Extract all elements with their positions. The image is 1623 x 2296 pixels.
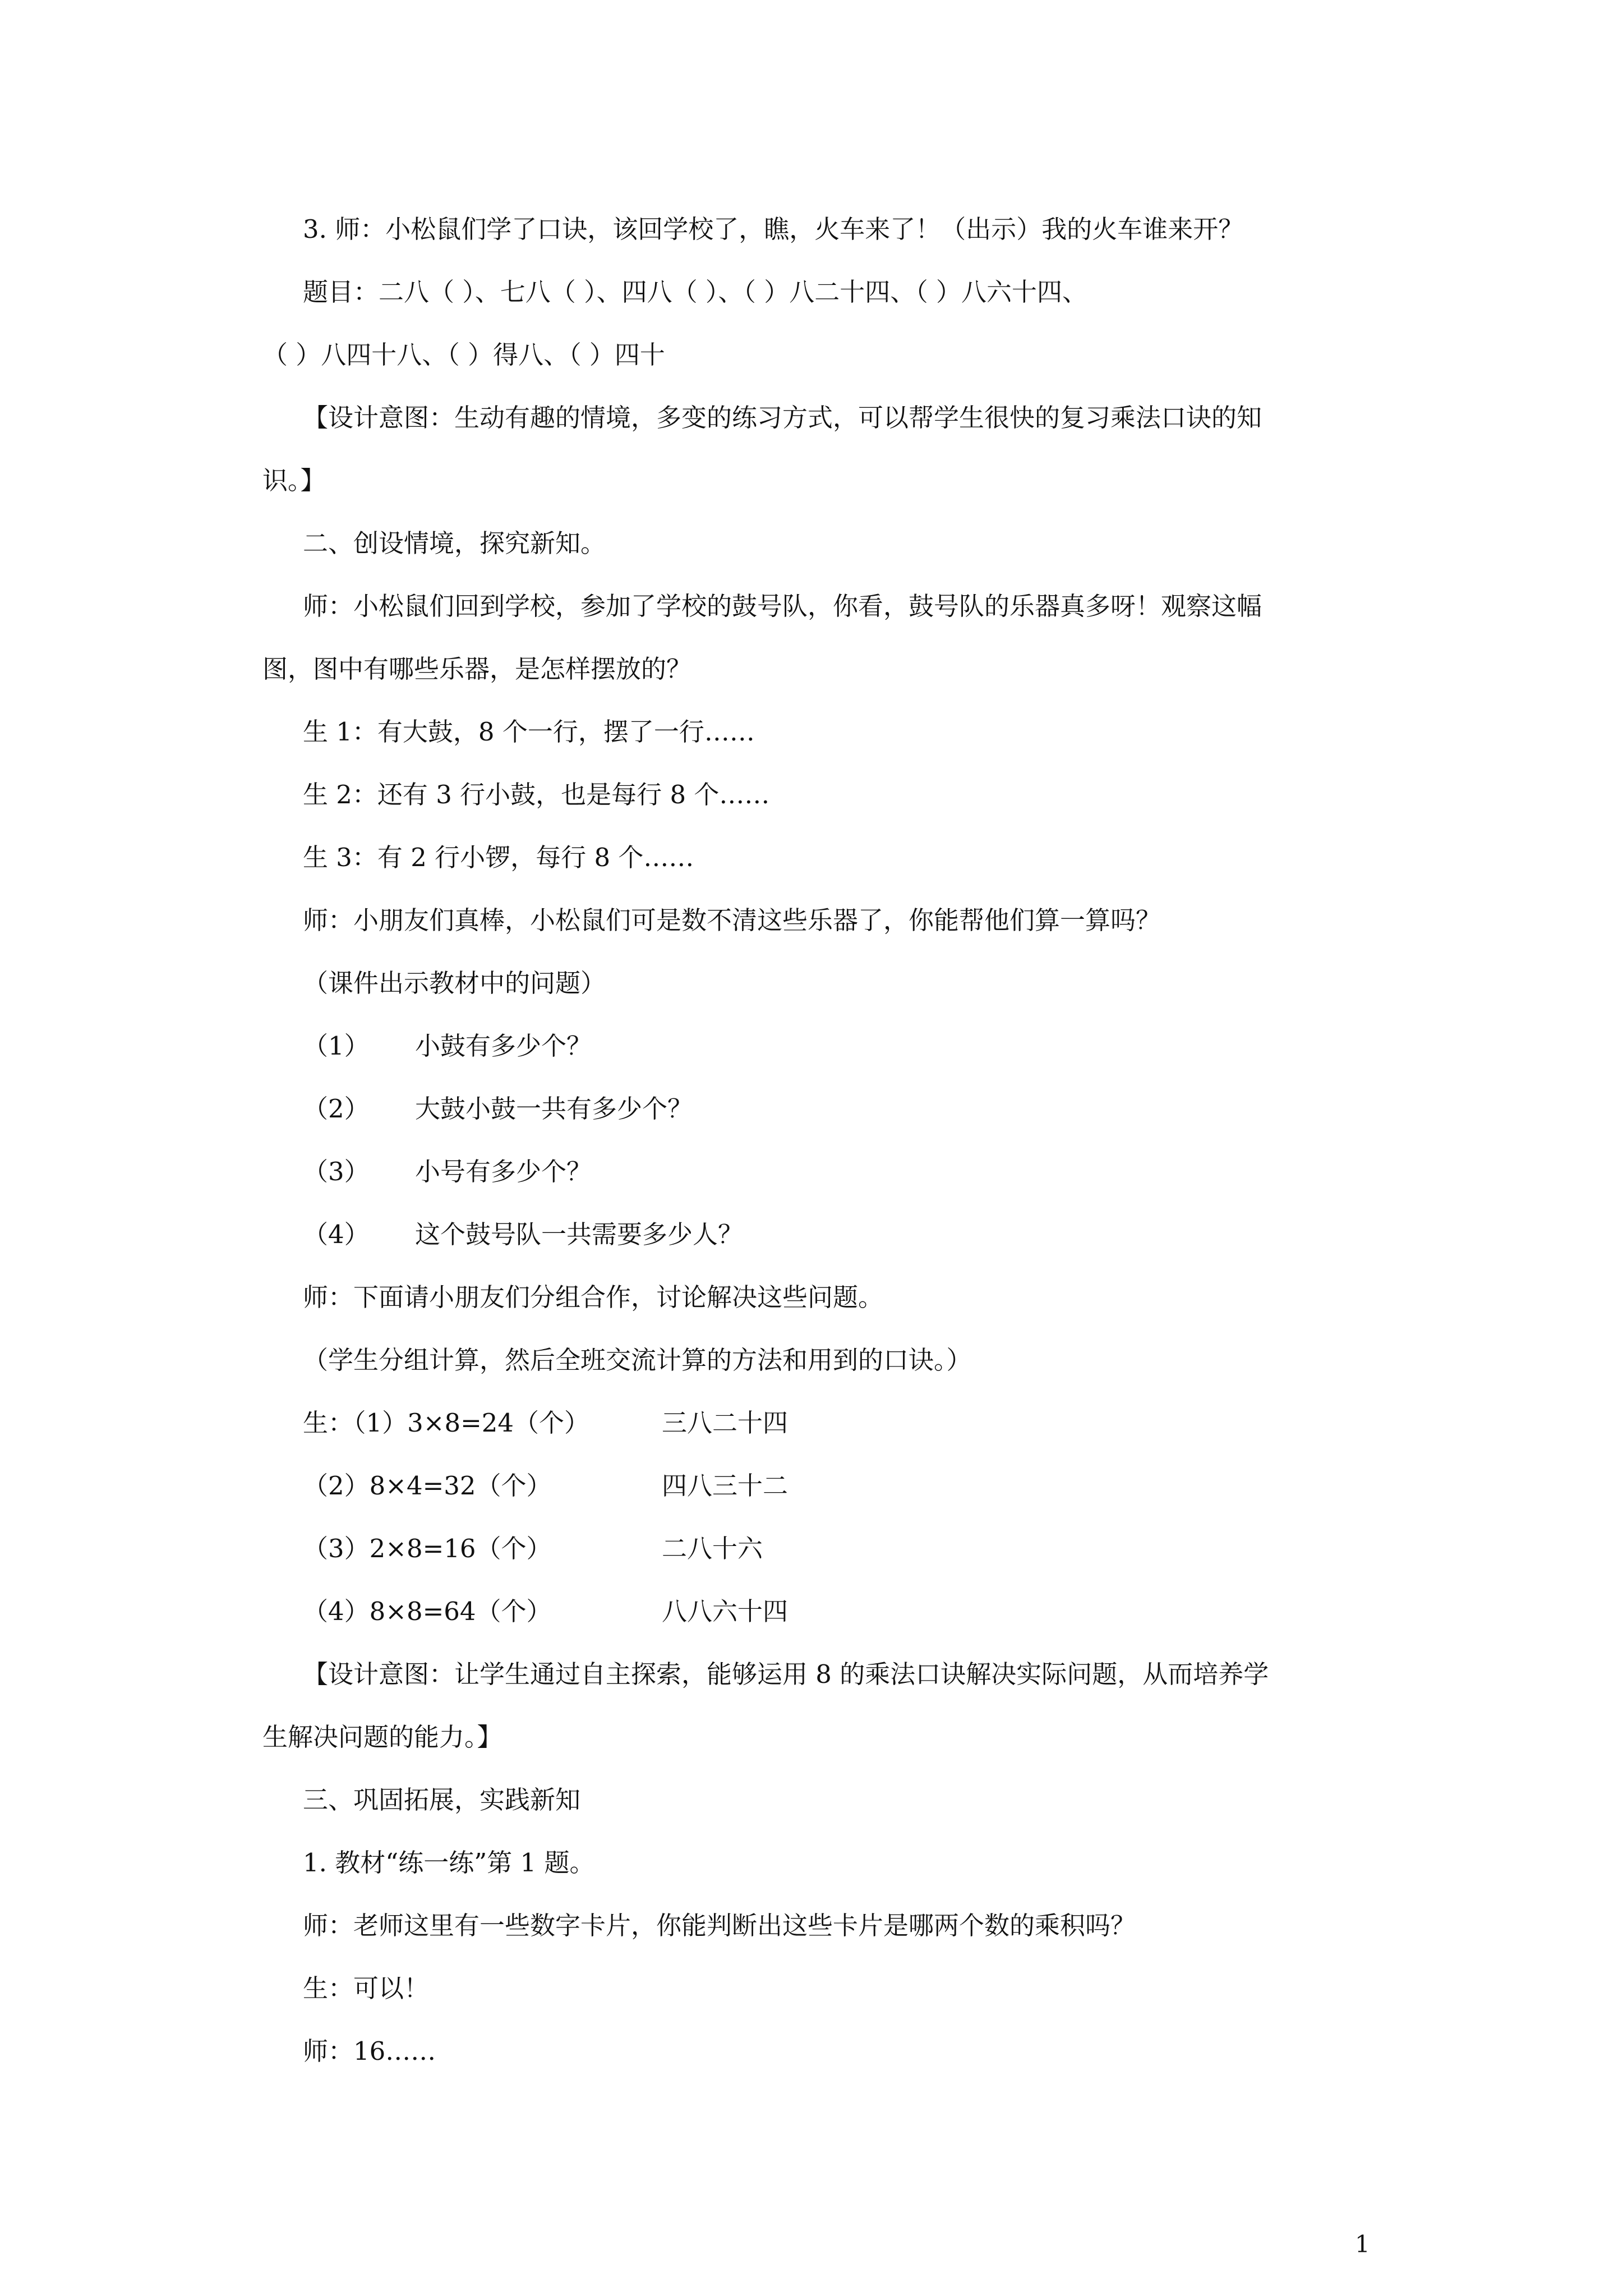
paragraph-train-intro: 3. 师：小松鼠们学了口诀，该回学校了，瞧，火车来了！（出示）我的火车谁来开？ [303, 214, 1244, 244]
teacher-line-band-cont: 图，图中有哪些乐器，是怎样摆放的？ [262, 654, 692, 684]
teacher-line-band: 师：小松鼠们回到学校，参加了学校的鼓号队，你看，鼓号队的乐器真多呀！观察这幅 [303, 591, 1262, 621]
design-intent-2: 【设计意图：让学生通过自主探索，能够运用 8 的乘法口诀解决实际问题，从而培养学 [303, 1659, 1269, 1689]
section-heading-3: 三、巩固拓展，实践新知 [303, 1785, 581, 1815]
design-intent-2-cont: 生解决问题的能力。】 [262, 1722, 502, 1752]
teacher-line-16: 师：16…… [303, 2036, 436, 2066]
teacher-line-group: 师：下面请小朋友们分组合作，讨论解决这些问题。 [303, 1282, 884, 1312]
teacher-line-count: 师：小朋友们真棒，小松鼠们可是数不清这些乐器了，你能帮他们算一算吗？ [303, 905, 1161, 935]
courseware-note: （课件出示教材中的问题） [303, 968, 606, 998]
student-reply: 生：可以！ [303, 1973, 430, 2003]
design-intent-1-cont: 识。】 [262, 466, 326, 495]
question-4-text: 这个鼓号队一共需要多少人？ [415, 1220, 744, 1249]
question-4-number: （4） [303, 1220, 370, 1249]
question-3-text: 小号有多少个？ [415, 1157, 592, 1186]
answer-1-rhyme: 三八二十四 [662, 1408, 789, 1438]
question-3-number: （3） [303, 1157, 370, 1186]
answer-2-rhyme: 四八三十二 [662, 1471, 789, 1501]
answer-2-equation: （2）8×4=32（个） [303, 1471, 552, 1501]
group-work-note: （学生分组计算，然后全班交流计算的方法和用到的口诀。） [303, 1345, 972, 1375]
page-number: 1 [1355, 2230, 1370, 2258]
design-intent-1: 【设计意图：生动有趣的情境，多变的练习方式，可以帮学生很快的复习乘法口诀的知 [303, 403, 1262, 432]
question-2-text: 大鼓小鼓一共有多少个？ [415, 1094, 693, 1124]
answer-1-equation: 生：（1）3×8=24（个） [303, 1408, 590, 1438]
question-1-text: 小鼓有多少个？ [415, 1031, 592, 1061]
answer-3-equation: （3）2×8=16（个） [303, 1534, 552, 1563]
section-heading-2: 二、创设情境，探究新知。 [303, 528, 606, 558]
student-1-line: 生 1：有大鼓，8 个一行，摆了一行…… [303, 717, 755, 747]
exercise-1-heading: 1. 教材“练一练”第 1 题。 [303, 1848, 595, 1878]
student-2-line: 生 2：还有 3 行小鼓，也是每行 8 个…… [303, 780, 770, 809]
teacher-line-cards: 师：老师这里有一些数字卡片，你能判断出这些卡片是哪两个数的乘积吗？ [303, 1911, 1136, 1940]
student-3-line: 生 3：有 2 行小锣，每行 8 个…… [303, 843, 694, 872]
paragraph-questions-cont: （ ）八四十八、（ ）得八、（ ）四十 [262, 340, 665, 370]
answer-4-equation: （4）8×8=64（个） [303, 1596, 552, 1626]
answer-4-rhyme: 八八六十四 [662, 1596, 789, 1626]
answer-3-rhyme: 二八十六 [662, 1534, 763, 1563]
paragraph-questions: 题目：二八（ ）、七八（ ）、四八（ ）、（ ）八二十四、（ ）八六十四、 [303, 277, 1088, 307]
question-1-number: （1） [303, 1031, 370, 1061]
question-2-number: （2） [303, 1094, 370, 1124]
